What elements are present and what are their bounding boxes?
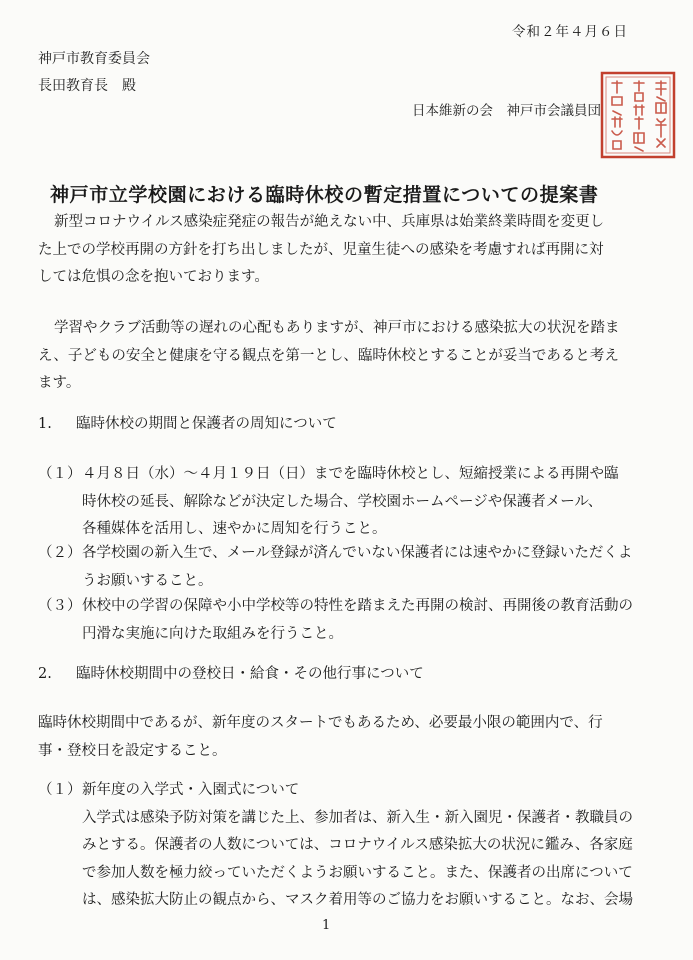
text-line: しては危惧の念を抱いております。 <box>38 269 269 285</box>
section-2-item-1 <box>38 777 633 915</box>
text-line: うお願いすること。 <box>82 572 213 589</box>
text-line: ます。 <box>38 375 81 391</box>
item-heading: 新年度の入学式・入園式について <box>82 782 300 798</box>
text-line: え、子どもの安全と健康を守る観点を第一とし、臨時休校とすることが妥当であると考え <box>38 347 619 364</box>
section-1-item-2 <box>38 540 632 595</box>
text-line: 各学校園の新入生で、メール登録が済んでいない保護者には速やかに登録いただくよ <box>82 545 633 561</box>
text-line: ４月８日（水）～４月１９日（日）までを臨時休校とし、短縮授業による再開や臨 <box>82 466 619 482</box>
section-number: 1. <box>38 416 52 432</box>
text-line: 円滑な実施に向けた取組みを行うこと。 <box>82 625 343 642</box>
intro-paragraph-2 <box>38 315 628 398</box>
addressee-organization: 神戸市教育委員会 <box>38 51 150 67</box>
document-title: 神戸市立学校園における臨時休校の暫定措置についての提案書 <box>50 184 599 206</box>
document-date: 令和２年４月６日 <box>512 24 628 40</box>
section-2-heading <box>38 662 424 683</box>
section-1-heading <box>38 412 337 433</box>
text-line: た上での学校再開の方針を打ち出しましたが、児童生徒への感染を考慮すれば再開に対 <box>38 241 604 258</box>
page-number: 1 <box>322 918 331 933</box>
text-line: 休校中の学習の保障や小中学校等の特性を踏まえた再開の検討、再開後の教育活動の <box>82 598 633 614</box>
section-2-intro <box>38 710 628 765</box>
section-heading-text: 臨時休校の期間と保護者の周知について <box>76 416 337 432</box>
text-line: 事・登校日を設定すること。 <box>38 742 227 759</box>
text-line: 学習やクラブ活動等の遅れの心配もありますが、神戸市における感染拡大の状況を踏ま <box>54 320 620 336</box>
item-number: （２） <box>38 545 82 561</box>
section-1-item-3 <box>38 593 633 648</box>
item-number: （３） <box>38 598 82 614</box>
section-1-item-1 <box>38 461 619 544</box>
text-line: で参加人数を極力絞っていただくようお願いすること。また、保護者の出席について <box>82 864 633 881</box>
section-number: 2. <box>38 666 52 682</box>
text-line: 新型コロナウイルス感染症発症の報告が絶えない中、兵庫県は始業終業時間を変更し <box>54 214 605 230</box>
text-line: 時休校の延長、解除などが決定した場合、学校園ホームページや保護者メール、 <box>82 493 603 510</box>
text-line: 臨時休校期間中であるが、新年度のスタートでもあるため、必要最小限の範囲内で、行 <box>38 715 603 731</box>
section-heading-text: 臨時休校期間中の登校日・給食・その他行事について <box>76 666 424 682</box>
intro-paragraph-1 <box>38 209 628 292</box>
addressee-name: 長田教育長 殿 <box>38 78 136 94</box>
text-line: 各種媒体を活用し、速やかに周知を行うこと。 <box>82 521 387 537</box>
item-number: （１） <box>38 466 82 482</box>
item-number: （１） <box>38 782 82 798</box>
text-line: 入学式は感染予防対策を講じた上、参加者は、新入生・新入園児・保護者・教職員の <box>82 809 633 826</box>
sender-name: 日本維新の会 神戸市会議員団 <box>412 103 601 119</box>
text-line: は、感染拡大防止の観点から、マスク着用等のご協力をお願いすること。なお、会場 <box>82 892 633 908</box>
text-line: みとする。保護者の人数については、コロナウイルス感染拡大の状況に鑑み、各家庭 <box>82 837 633 853</box>
official-seal-stamp <box>600 71 676 159</box>
